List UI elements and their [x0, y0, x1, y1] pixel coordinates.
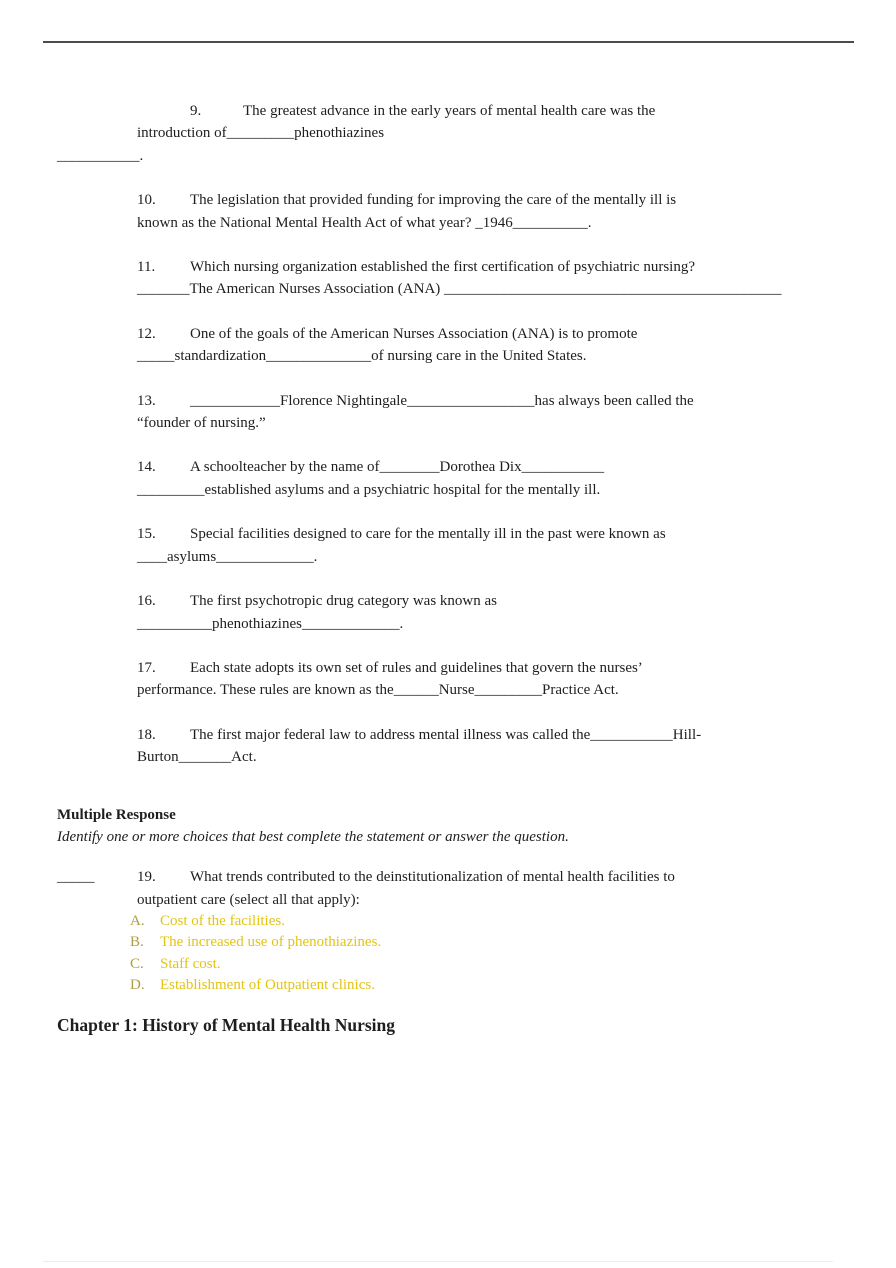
question-number: 19.: [137, 869, 156, 886]
choice-text: Staff cost.: [160, 955, 221, 972]
question-15: [57, 523, 857, 568]
choice-letter: A.: [130, 913, 145, 930]
question-line: [57, 390, 857, 412]
question-text: Which nursing organization established the first certification of psychiatric nursing?: [190, 259, 695, 276]
question-line: _____standardization______________of nursing care in the United States.: [137, 348, 587, 365]
question-line: [57, 866, 857, 888]
question-16: [57, 590, 857, 635]
question-12: [57, 323, 857, 368]
choice-row-a: [57, 911, 857, 932]
question-line: [57, 100, 857, 122]
top-rule: [43, 41, 854, 43]
choice-row-c: [57, 954, 857, 975]
section-heading: Multiple Response: [57, 806, 176, 823]
question-text: A schoolteacher by the name of________Dorothea Dix___________: [190, 459, 605, 476]
question-number: 10.: [137, 192, 156, 209]
question-14: [57, 456, 857, 501]
question-text: The greatest advance in the early years of mental health care was the: [243, 103, 656, 119]
question-line: __________phenothiazines_____________.: [137, 615, 404, 632]
choice-text: The increased use of phenothiazines.: [160, 934, 382, 951]
page-content: [57, 100, 857, 1037]
question-line: ____asylums_____________.: [137, 548, 318, 565]
question-text: The first major federal law to address mental illness was called the___________Hill-: [190, 726, 702, 743]
question-number: 14.: [137, 459, 156, 476]
question-number: 18.: [137, 726, 156, 743]
question-line: [57, 189, 857, 211]
chapter-heading: Chapter 1: History of Mental Health Nursing: [57, 1015, 395, 1036]
choice-text: Cost of the facilities.: [160, 913, 285, 930]
question-text: One of the goals of the American Nurses Association (ANA) is to promote: [190, 325, 638, 342]
question-text: The first psychotropic drug category was known as: [190, 593, 498, 610]
question-number: 13.: [137, 392, 156, 409]
question-line: [57, 657, 857, 679]
question-text: ____________Florence Nightingale_________________has always been called the: [190, 392, 694, 409]
question-number: 9.: [190, 103, 202, 119]
choice-row-b: [57, 932, 857, 953]
question-line: [57, 523, 857, 545]
question-line: _______The American Nurses Association (ANA) _____________________________________________: [137, 281, 782, 298]
question-number: 11.: [137, 259, 156, 276]
question-9: [57, 100, 857, 167]
question-18: [57, 724, 857, 769]
choice-letter: D.: [130, 977, 145, 994]
question-line: ___________.: [57, 147, 144, 164]
question-17: [57, 657, 857, 702]
choice-letter: B.: [130, 934, 144, 951]
question-number: 17.: [137, 659, 156, 676]
question-line: introduction of_________phenothiazines: [137, 125, 385, 142]
question-line: known as the National Mental Health Act of what year? _1946__________.: [137, 214, 592, 231]
question-text: Each state adopts its own set of rules and guidelines that govern the nurses’: [190, 659, 643, 676]
question-13: [57, 390, 857, 435]
question-number: 12.: [137, 325, 156, 342]
question-line: Burton_______Act.: [137, 749, 257, 766]
question-line: [57, 456, 857, 478]
question-19: [57, 848, 857, 996]
choice-row-d: [57, 975, 857, 996]
question-text: The legislation that provided funding for improving the care of the mentally ill is: [190, 192, 677, 209]
question-text: What trends contributed to the deinstitutionalization of mental health facilities to: [190, 869, 675, 886]
choice-text: Establishment of Outpatient clinics.: [160, 977, 375, 994]
bottom-rule: [43, 1261, 833, 1262]
question-text: Special facilities designed to care for the mentally ill in the past were known as: [190, 526, 666, 543]
question-line: [57, 724, 857, 746]
question-line: [57, 323, 857, 345]
question-line: _________established asylums and a psychiatric hospital for the mentally ill.: [137, 481, 601, 498]
question-10: [57, 189, 857, 234]
question-number: 15.: [137, 526, 156, 543]
question-11: [57, 256, 857, 301]
section-instruction: Identify one or more choices that best complete the statement or answer the question.: [57, 828, 569, 845]
question-line: [57, 256, 857, 278]
question-line: outpatient care (select all that apply):: [137, 891, 360, 908]
question-line: “founder of nursing.”: [137, 415, 266, 432]
question-line: performance. These rules are known as the______Nurse_________Practice Act.: [137, 682, 619, 699]
answer-blank: _____: [57, 869, 95, 886]
choice-letter: C.: [130, 955, 144, 972]
question-number: 16.: [137, 593, 156, 610]
question-line: [57, 590, 857, 612]
